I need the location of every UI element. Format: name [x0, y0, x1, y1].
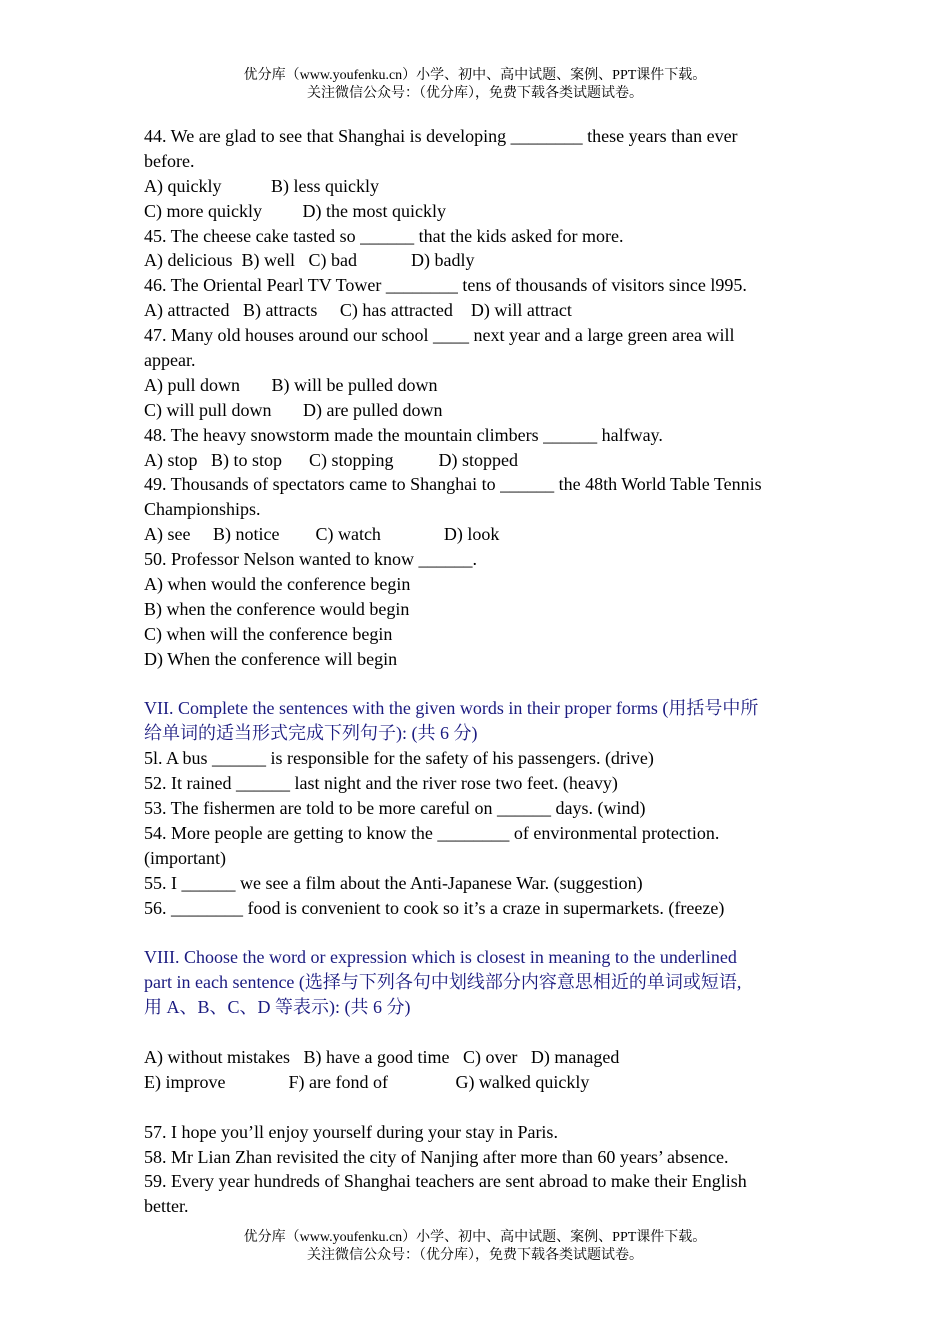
question-57: 57. I hope you’ll enjoy yourself during your stay in Paris. [144, 1121, 558, 1142]
choices-a-d: A) without mistakes B) have a good time C) over D) managed [144, 1046, 620, 1067]
question-55: 55. I ______ we see a film about the Anti-Japanese War. (suggestion) [144, 872, 643, 893]
options-48: A) stop B) to stop C) stopping D) stopped [144, 449, 519, 470]
page-footer [0, 1229, 950, 1265]
options-49: A) see B) notice C) watch D) look [144, 524, 500, 545]
document-body [144, 124, 814, 1219]
options-47-ab: A) pull down B) will be pulled down [144, 374, 438, 395]
question-49-cont: Championships. [144, 499, 261, 520]
section-viii-heading: VIII. Choose the word or expression which is closest in meaning to the underlined [144, 947, 737, 968]
section-viii-heading-cont: part in each sentence (选择与下列各句中划线部分内容意思相近的单词或短语, [144, 972, 742, 993]
section-viii-heading-cont-2: 用 A、B、C、D 等表示): (共 6 分) [144, 997, 411, 1018]
option-50-b: B) when the conference would begin [144, 598, 410, 619]
question-59: 59. Every year hundreds of Shanghai teachers are sent abroad to make their English [144, 1171, 747, 1192]
question-48: 48. The heavy snowstorm made the mountain climbers ______ halfway. [144, 424, 663, 445]
footer-line-2: 关注微信公众号：（优分库），免费下载各类试题试卷。 [307, 1248, 643, 1263]
question-47: 47. Many old houses around our school ____ next year and a large green area will [144, 325, 735, 346]
options-44-cd: C) more quickly D) the most quickly [144, 200, 446, 221]
options-47-cd: C) will pull down D) are pulled down [144, 399, 443, 420]
question-46: 46. The Oriental Pearl TV Tower ________ tens of thousands of visitors since l995. [144, 275, 747, 296]
options-46: A) attracted B) attracts C) has attracted D) will attract [144, 300, 572, 321]
question-45: 45. The cheese cake tasted so ______ that the kids asked for more. [144, 225, 624, 246]
question-49: 49. Thousands of spectators came to Shanghai to ______ the 48th World Table Tennis [144, 474, 762, 495]
choices-e-g: E) improve F) are fond of G) walked quickly [144, 1071, 590, 1092]
options-45: A) delicious B) well C) bad D) badly [144, 250, 475, 271]
options-44-ab: A) quickly B) less quickly [144, 175, 379, 196]
question-47-cont: appear. [144, 350, 196, 371]
question-51: 5l. A bus ______ is responsible for the safety of his passengers. (drive) [144, 748, 654, 769]
question-58: 58. Mr Lian Zhan revisited the city of Nanjing after more than 60 years’ absence. [144, 1146, 729, 1167]
option-50-d: D) When the conference will begin [144, 648, 398, 669]
header-line-1: 优分库（www.youfenku.cn）小学、初中、高中试题、案例、PPT课件下载。 [243, 68, 707, 83]
section-vii-heading-cont: 给单词的适当形式完成下列句子): (共 6 分) [144, 723, 478, 744]
page-header [0, 67, 950, 103]
option-50-a: A) when would the conference begin [144, 574, 411, 595]
option-50-c: C) when will the conference begin [144, 623, 393, 644]
header-line-2: 关注微信公众号：（优分库），免费下载各类试题试卷。 [307, 86, 643, 101]
section-vii-heading: VII. Complete the sentences with the given words in their proper forms (用括号中所 [144, 698, 759, 719]
question-50: 50. Professor Nelson wanted to know ______. [144, 549, 477, 570]
question-56: 56. ________ food is convenient to cook so it’s a craze in supermarkets. (freeze) [144, 897, 725, 918]
question-54: 54. More people are getting to know the ________ of environmental protection. [144, 822, 720, 843]
footer-line-1: 优分库（www.youfenku.cn）小学、初中、高中试题、案例、PPT课件下载。 [243, 1230, 707, 1245]
question-44: 44. We are glad to see that Shanghai is developing ________ these years than ever [144, 126, 738, 146]
question-53: 53. The fishermen are told to be more careful on ______ days. (wind) [144, 798, 646, 819]
question-52: 52. It rained ______ last night and the river rose two feet. (heavy) [144, 773, 618, 794]
question-59-cont: better. [144, 1196, 189, 1217]
question-54-cont: (important) [144, 847, 226, 868]
question-44-cont: before. [144, 150, 195, 171]
